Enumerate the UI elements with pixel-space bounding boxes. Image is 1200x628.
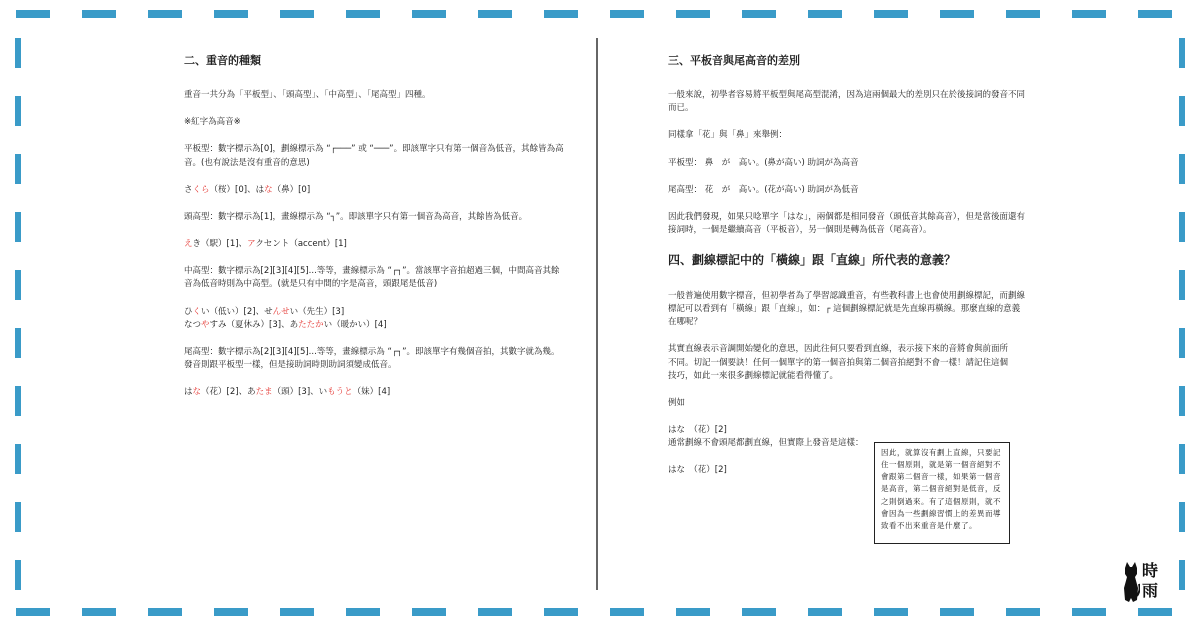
left-page: [184, 52, 564, 413]
heiban-desc: 平板型：數字標示為[0]，劃線標示為 “┌───” 或 “───”。即該單字只有第一個音為低音，其餘皆為高音。(也有說法是沒有重音的意思): [184, 144, 564, 168]
odaka-compare: 尾高型： 花 が 高い。(花が高い) 助詞が為低音: [668, 184, 859, 195]
nakadaka-example-1: ひくい（低い）[2]、せんせい（先生）[3]: [184, 306, 345, 317]
example-label: 例如: [668, 397, 686, 408]
section-heading-3: 三、平板音與尾高音的差別: [668, 54, 800, 67]
logo-char-2: 雨: [1142, 581, 1159, 600]
dashed-border-top: [16, 10, 1184, 18]
paragraph-4: 一般普遍使用數字標音，但初學者為了學習認識重音，有些教科書上也會使用劃線標記，而劃線標記可以看到有「橫線」跟「直線」，如：┌ 這個劃線標記就是先直線再橫線。那麼直線的意義在哪呢？: [668, 290, 1026, 328]
paragraph-1: 一般來說，初學者容易將平板型與尾高型混淆，因為這兩個最大的差別只在於後接詞的發音不同而已。: [668, 90, 1026, 114]
example-line-1: はな （花）[2]: [668, 425, 727, 436]
shigure-logo: [1122, 560, 1168, 604]
odaka-desc: 尾高型：數字標示為[2][3][4][5]...等等，畫線標示為 “┌┐”。即該單字有幾個音拍，其數字就為幾。發音則跟平板型一樣，但是接助詞時則助詞須變成低音。: [184, 346, 560, 371]
section-heading-4: 四、劃線標記中的「橫線」跟「直線」所代表的意義？: [668, 253, 957, 268]
heiban-compare: 平板型： 鼻 が 高い。(鼻が高い) 助詞が為高音: [668, 157, 859, 168]
paragraph-2: 同樣拿「花」與「鼻」來舉例：: [668, 130, 788, 141]
logo-char-1: 時: [1142, 561, 1159, 580]
handwritten-note-box: 因此，就算沒有劃上直線，只要記住一個原則，就是第一個音絕對不會跟第二個音一樣，如果第一個音是高音，第二個音絕對是低音，反之則倒過來。有了這個原則，就不會因為一些劃線習慣上的差異而導致看不出來重音是什麼了。: [874, 442, 1010, 544]
intro-text: 重音一共分為「平板型」、「頭高型」、「中高型」、「尾高型」四種。: [184, 90, 431, 101]
heiban-example: さくら（桜）[0]、はな（鼻）[0]: [184, 184, 311, 195]
atamadaka-example: えき（駅）[1]、アクセント（accent）[1]: [184, 239, 347, 250]
dashed-border-bottom: [16, 608, 1184, 616]
dashed-border-right: [1179, 38, 1185, 592]
paragraph-5: 其實直線表示音調開始變化的意思，因此往何只要看到直線，表示接下來的音將會與前面所不同。切記一個要訣！任何一個單字的第一個音拍與第二個音拍絕對不會一樣！請記住這個技巧，如此一來很多劃線標記就能看得懂了。: [668, 344, 1009, 381]
page-divider: [596, 38, 598, 590]
atamadaka-desc: 頭高型：數字標示為[1]，畫線標示為 “┐”。即該單字只有第一個音為高音，其餘皆為低音。: [184, 211, 528, 222]
example-line-3: はな （花）[2]: [668, 465, 727, 476]
odaka-example: はな（花）[2]、あたま（頭）[3]、いもうと（妹）[4]: [184, 387, 391, 398]
example-line-2: 通常劃線不會頭尾都劃直線，但實際上發音是這樣：: [668, 438, 864, 449]
dashed-border-left: [15, 38, 21, 592]
cat-icon: [1122, 560, 1140, 604]
nakadaka-desc: 中高型：數字標示為[2][3][4][5]...等等，畫線標示為 “┌┐”。當該單字音拍超過三個，中間高音其餘音為低音時則為中高型。(就是只有中間的字是高音，頭跟尾是低音): [184, 266, 560, 290]
red-note: ※紅字為高音※: [184, 117, 241, 128]
paragraph-3: 因此我們發現，如果只唸單字「はな」，兩個都是相同發音（頭低音其餘高音），但是當後面還有接詞時，一個是繼續高音（平板音），另一個則是轉為低音（尾高音）。: [668, 211, 1026, 236]
nakadaka-example-2: なつやすみ（夏休み）[3]、あたたかい（暖かい）[4]: [184, 319, 387, 330]
section-heading-2: 二、重音的種類: [184, 54, 261, 67]
right-page: [668, 52, 1028, 478]
